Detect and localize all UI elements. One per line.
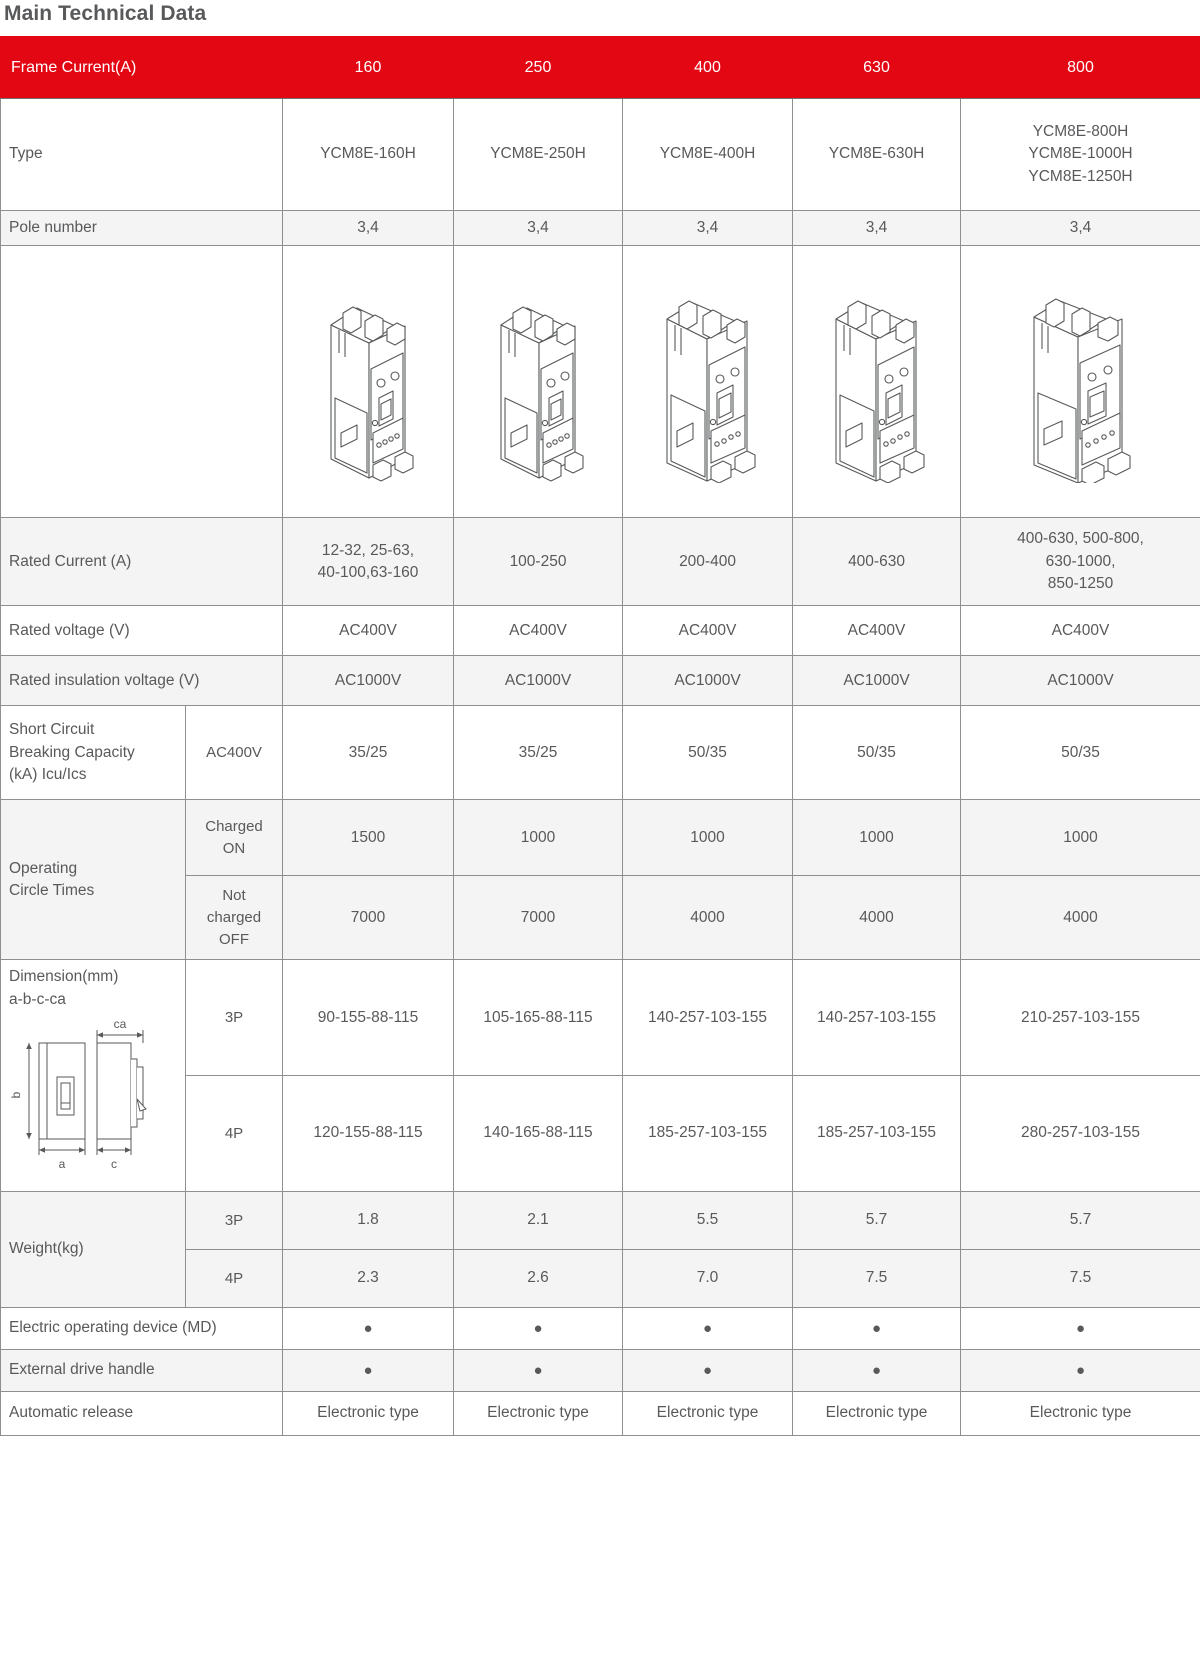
cell-pole-number-800: 3,4 [961, 211, 1200, 246]
cell-external-drive-handle-160: ● [283, 1349, 454, 1391]
table-row-operating-circle-times-charged-on [1, 800, 1200, 876]
cell-rated-current-630: 400-630 [793, 518, 961, 606]
cell-rated-current-400: 200-400 [623, 518, 793, 606]
cell-rated-voltage-160: AC400V [283, 606, 454, 656]
row-label-rated-insulation-voltage: Rated insulation voltage (V) [1, 656, 283, 706]
cell-dimension-4p-250: 140-165-88-115 [454, 1076, 623, 1192]
cell-automatic-release-630: Electronic type [793, 1391, 961, 1435]
cell-weight-3p-160: 1.8 [283, 1191, 454, 1249]
sub-label-weight-4p: 4P [186, 1249, 283, 1307]
cell-rated-insulation-voltage-250: AC1000V [454, 656, 623, 706]
cell-charged-on-630: 1000 [793, 800, 961, 876]
cell-weight-4p-630: 7.5 [793, 1249, 961, 1307]
table-row-rated-current [1, 518, 1200, 606]
cell-rated-insulation-voltage-160: AC1000V [283, 656, 454, 706]
cell-pole-number-250: 3,4 [454, 211, 623, 246]
cell-weight-3p-250: 2.1 [454, 1191, 623, 1249]
row-label-dimension [1, 960, 186, 1191]
cell-dimension-3p-800: 210-257-103-155 [961, 960, 1200, 1076]
cell-automatic-release-800: Electronic type [961, 1391, 1200, 1435]
cell-product-image-160 [283, 246, 454, 518]
cell-pole-number-400: 3,4 [623, 211, 793, 246]
circuit-breaker-icon-630 [816, 273, 938, 490]
cell-product-image-250 [454, 246, 623, 518]
cell-type-160: YCM8E-160H [283, 99, 454, 211]
cell-weight-3p-400: 5.5 [623, 1191, 793, 1249]
sub-label-short-circuit-ac400v: AC400V [186, 706, 283, 800]
cell-dimension-4p-800: 280-257-103-155 [961, 1076, 1200, 1192]
table-row-pole-number [1, 211, 1200, 246]
table-row-weight-3p [1, 1191, 1200, 1249]
row-label-external-drive-handle: External drive handle [1, 1349, 283, 1391]
cell-weight-4p-400: 7.0 [623, 1249, 793, 1307]
dimension-label-c: c [111, 1157, 117, 1172]
cell-dimension-3p-250: 105-165-88-115 [454, 960, 623, 1076]
cell-rated-voltage-250: AC400V [454, 606, 623, 656]
cell-external-drive-handle-400: ● [623, 1349, 793, 1391]
cell-weight-3p-630: 5.7 [793, 1191, 961, 1249]
cell-not-charged-off-630: 4000 [793, 876, 961, 960]
cell-dimension-3p-160: 90-155-88-115 [283, 960, 454, 1076]
row-label-automatic-release: Automatic release [1, 1391, 283, 1435]
row-label-rated-current: Rated Current (A) [1, 518, 283, 606]
header-frame-current-160: 160 [283, 37, 454, 99]
sub-label-charged-on: Charged ON [186, 800, 283, 876]
page-title: Main Technical Data [4, 2, 207, 25]
cell-weight-4p-800: 7.5 [961, 1249, 1200, 1307]
cell-product-image-630 [793, 246, 961, 518]
circuit-breaker-icon-250 [479, 273, 597, 490]
cell-type-630: YCM8E-630H [793, 99, 961, 211]
cell-not-charged-off-250: 7000 [454, 876, 623, 960]
row-label-type: Type [1, 99, 283, 211]
cell-short-circuit-250: 35/25 [454, 706, 623, 800]
header-frame-current-250: 250 [454, 37, 623, 99]
header-frame-current-400: 400 [623, 37, 793, 99]
sub-label-not-charged-off: Not charged OFF [186, 876, 283, 960]
table-row-rated-insulation-voltage [1, 656, 1200, 706]
header-frame-current-800: 800 [961, 37, 1200, 99]
cell-electric-operating-device-800: ● [961, 1307, 1200, 1349]
row-label-short-circuit-breaking-capacity: Short Circuit Breaking Capacity (kA) Icu/Ics [1, 706, 186, 800]
row-label-product-images [1, 246, 283, 518]
row-label-operating-circle-times: Operating Circle Times [1, 800, 186, 960]
table-row-electric-operating-device [1, 1307, 1200, 1349]
circuit-breaker-icon-800 [1016, 273, 1146, 490]
cell-type-400: YCM8E-400H [623, 99, 793, 211]
cell-automatic-release-160: Electronic type [283, 1391, 454, 1435]
cell-charged-on-800: 1000 [961, 800, 1200, 876]
cell-automatic-release-250: Electronic type [454, 1391, 623, 1435]
cell-type-250: YCM8E-250H [454, 99, 623, 211]
cell-rated-current-800: 400-630, 500-800, 630-1000, 850-1250 [961, 518, 1200, 606]
cell-dimension-3p-400: 140-257-103-155 [623, 960, 793, 1076]
cell-rated-voltage-400: AC400V [623, 606, 793, 656]
circuit-breaker-icon-400 [647, 273, 769, 490]
cell-rated-insulation-voltage-800: AC1000V [961, 656, 1200, 706]
table-row-automatic-release [1, 1391, 1200, 1435]
table-row-type [1, 99, 1200, 211]
table-row-dimension-3p [1, 960, 1200, 1076]
cell-dimension-4p-630: 185-257-103-155 [793, 1076, 961, 1192]
header-frame-current-label: Frame Current(A) [1, 37, 283, 99]
circuit-breaker-icon-160 [309, 273, 427, 490]
cell-short-circuit-800: 50/35 [961, 706, 1200, 800]
cell-rated-insulation-voltage-400: AC1000V [623, 656, 793, 706]
dimension-label-a: a [58, 1157, 66, 1172]
cell-rated-current-250: 100-250 [454, 518, 623, 606]
cell-dimension-4p-400: 185-257-103-155 [623, 1076, 793, 1192]
main-technical-data-table [0, 36, 1200, 1436]
cell-rated-insulation-voltage-630: AC1000V [793, 656, 961, 706]
cell-electric-operating-device-630: ● [793, 1307, 961, 1349]
header-frame-current-630: 630 [793, 37, 961, 99]
cell-external-drive-handle-630: ● [793, 1349, 961, 1391]
cell-short-circuit-400: 50/35 [623, 706, 793, 800]
cell-weight-4p-160: 2.3 [283, 1249, 454, 1307]
dimension-label-ca: ca [113, 1017, 127, 1032]
cell-weight-4p-250: 2.6 [454, 1249, 623, 1307]
cell-rated-voltage-800: AC400V [961, 606, 1200, 656]
sub-label-weight-3p: 3P [186, 1191, 283, 1249]
cell-electric-operating-device-400: ● [623, 1307, 793, 1349]
cell-external-drive-handle-250: ● [454, 1349, 623, 1391]
cell-electric-operating-device-250: ● [454, 1307, 623, 1349]
table-row-rated-voltage [1, 606, 1200, 656]
cell-not-charged-off-400: 4000 [623, 876, 793, 960]
cell-charged-on-250: 1000 [454, 800, 623, 876]
cell-product-image-800 [961, 246, 1200, 518]
row-label-pole-number: Pole number [1, 211, 283, 246]
sub-label-dimension-4p: 4P [186, 1076, 283, 1192]
cell-electric-operating-device-160: ● [283, 1307, 454, 1349]
cell-not-charged-off-800: 4000 [961, 876, 1200, 960]
cell-charged-on-160: 1500 [283, 800, 454, 876]
table-row-external-drive-handle [1, 1349, 1200, 1391]
table-row-product-images [1, 246, 1200, 518]
cell-dimension-3p-630: 140-257-103-155 [793, 960, 961, 1076]
dimension-label-b: b [9, 1092, 23, 1099]
cell-short-circuit-160: 35/25 [283, 706, 454, 800]
row-label-weight: Weight(kg) [1, 1191, 186, 1307]
cell-dimension-4p-160: 120-155-88-115 [283, 1076, 454, 1192]
cell-type-800: YCM8E-800H YCM8E-1000H YCM8E-1250H [961, 99, 1200, 211]
cell-automatic-release-400: Electronic type [623, 1391, 793, 1435]
sub-label-dimension-3p: 3P [186, 960, 283, 1076]
cell-short-circuit-630: 50/35 [793, 706, 961, 800]
cell-rated-voltage-630: AC400V [793, 606, 961, 656]
cell-weight-3p-800: 5.7 [961, 1191, 1200, 1249]
row-label-rated-voltage: Rated voltage (V) [1, 606, 283, 656]
cell-product-image-400 [623, 246, 793, 518]
cell-rated-current-160: 12-32, 25-63, 40-100,63-160 [283, 518, 454, 606]
cell-not-charged-off-160: 7000 [283, 876, 454, 960]
table-row-short-circuit-breaking-capacity [1, 706, 1200, 800]
table-header-row [1, 37, 1200, 99]
dimension-diagram [9, 1017, 177, 1184]
dimension-label-text: Dimension(mm) a-b-c-ca [9, 968, 119, 1008]
row-label-electric-operating-device: Electric operating device (MD) [1, 1307, 283, 1349]
cell-charged-on-400: 1000 [623, 800, 793, 876]
cell-pole-number-160: 3,4 [283, 211, 454, 246]
cell-external-drive-handle-800: ● [961, 1349, 1200, 1391]
cell-pole-number-630: 3,4 [793, 211, 961, 246]
